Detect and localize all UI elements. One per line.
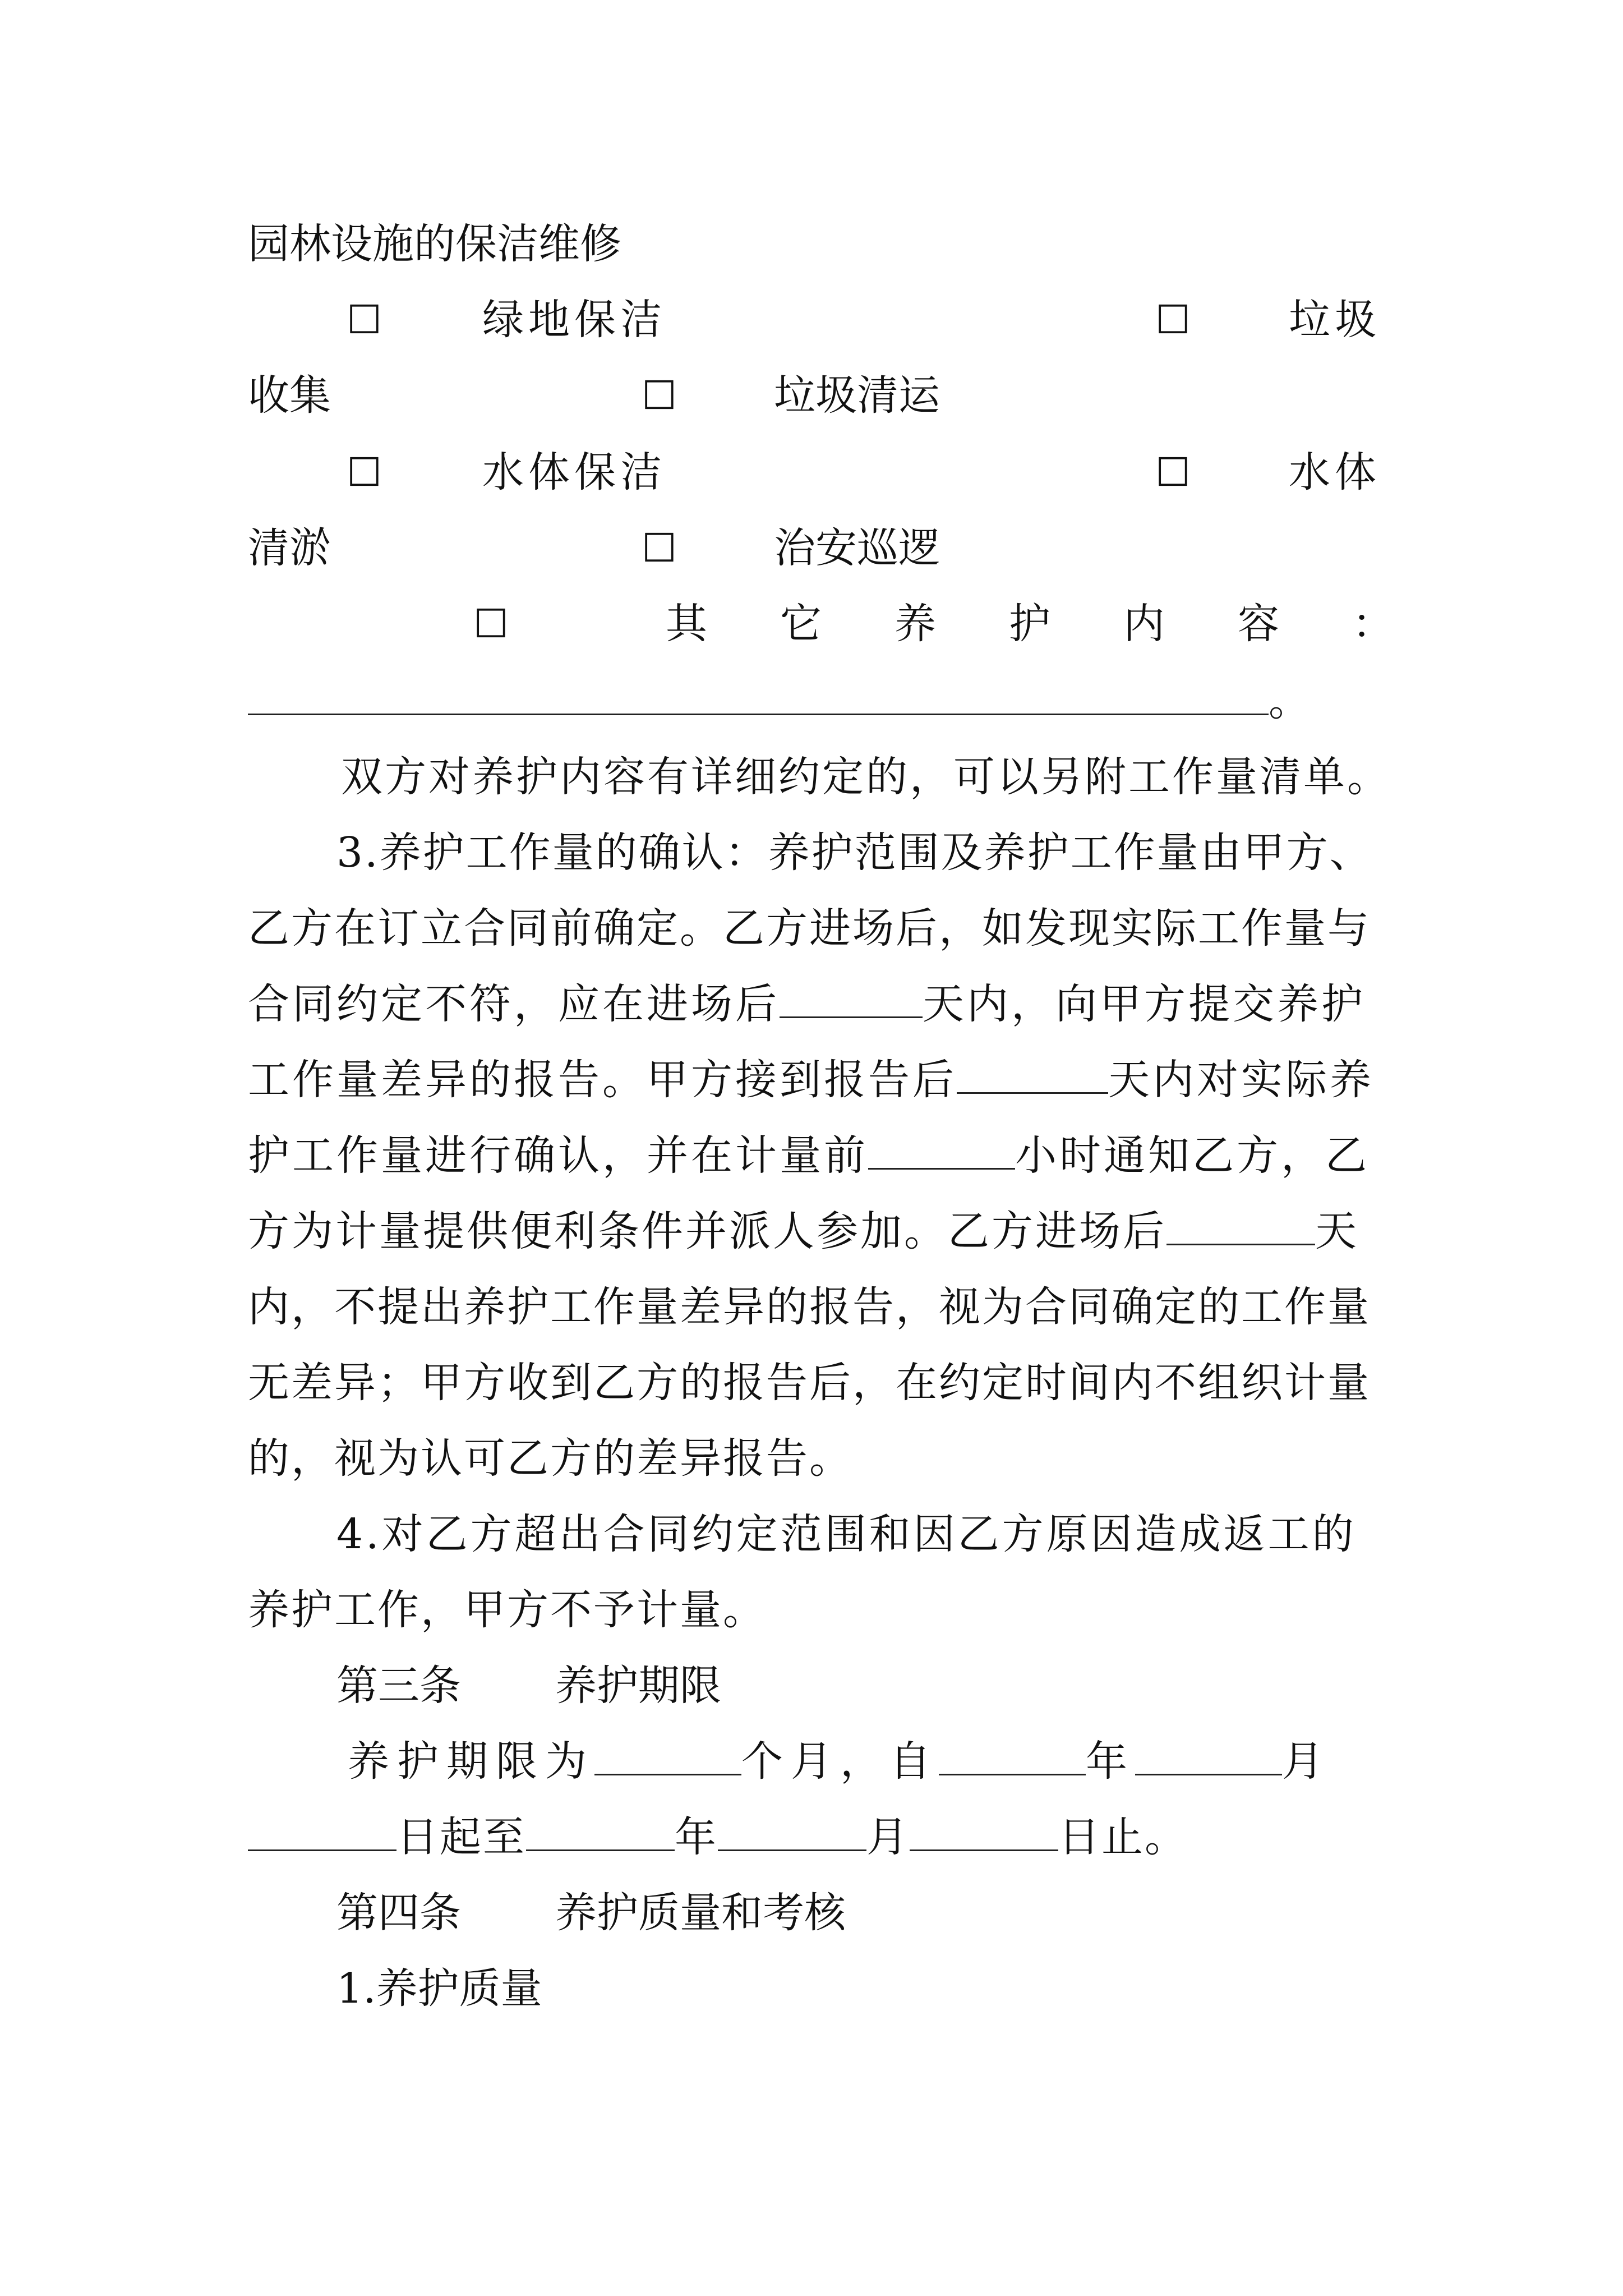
- paragraph-text: 无差异；甲方收到乙方的报告后，在约定时间内不组织计量: [248, 1359, 1371, 1407]
- text-line: [248, 1052, 1375, 1108]
- checkbox-garbage-transport[interactable]: ☐: [642, 372, 677, 418]
- checkbox-label: 水体: [1289, 448, 1381, 496]
- fill-blank-days[interactable]: [957, 1055, 1108, 1094]
- checkbox-water-cleaning[interactable]: ☐: [347, 449, 382, 495]
- checkbox-row: [248, 596, 1467, 652]
- paragraph-text: 护工作量进行确认，并在计量前: [248, 1131, 868, 1180]
- article-heading: [248, 1658, 1375, 1714]
- article-number: 第四条: [336, 1889, 461, 1937]
- fill-blank-day[interactable]: [248, 1812, 396, 1851]
- checkbox-label: 收集: [248, 371, 331, 420]
- text-line: [248, 1430, 1375, 1487]
- paragraph-text: 日起至: [396, 1813, 526, 1861]
- text-line: [248, 1279, 1375, 1335]
- text-line: [248, 1582, 1375, 1638]
- paragraph-text: 年: [1086, 1737, 1135, 1786]
- paragraph-text: 月: [1282, 1737, 1331, 1786]
- paragraph-text: 日止。: [1058, 1813, 1188, 1861]
- checkbox-label: 水体保洁: [482, 448, 666, 496]
- checkbox-label: 治安巡逻: [774, 524, 940, 572]
- paragraph-text: 养护期限为: [348, 1737, 594, 1786]
- paragraph-text: 园林设施的保洁维修: [248, 220, 621, 268]
- paragraph-text: 的，视为认可乙方的差异报告。: [248, 1434, 852, 1483]
- text-line: [248, 1355, 1375, 1411]
- blank-line: [248, 673, 1375, 729]
- period: 。: [1269, 677, 1310, 725]
- checkbox-label: 绿地保洁: [482, 296, 666, 344]
- fill-blank-month[interactable]: [1135, 1737, 1282, 1775]
- fill-blank-month[interactable]: [718, 1812, 866, 1851]
- checkbox-green-cleaning[interactable]: ☐: [347, 297, 382, 343]
- paragraph-text: 3.养护工作量的确认：养护范围及养护工作量由甲方、: [336, 829, 1373, 877]
- paragraph-text: 天内对实际养: [1108, 1056, 1374, 1104]
- paragraph-text: 合同约定不符，应在进场后: [248, 980, 780, 1028]
- paragraph-text: 天内，向甲方提交养护: [923, 980, 1366, 1028]
- fill-blank-hours[interactable]: [868, 1131, 1015, 1170]
- checkbox-security-patrol[interactable]: ☐: [642, 525, 677, 571]
- article-title: 养护质量和考核: [555, 1889, 846, 1937]
- text-line: [348, 1733, 1475, 1789]
- checkbox-row: [248, 367, 1375, 424]
- text-line: [336, 825, 1464, 881]
- article-title: 养护期限: [555, 1662, 721, 1710]
- fill-blank-months[interactable]: [594, 1737, 741, 1775]
- article-number: 第三条: [336, 1662, 461, 1710]
- checkbox-other-content[interactable]: ☐: [473, 601, 509, 647]
- paragraph-text: 月: [866, 1813, 910, 1861]
- checkbox-label: 清淤: [248, 524, 331, 572]
- paragraph-text: 工作量差异的报告。甲方接到报告后: [248, 1056, 957, 1104]
- paragraph-text: 4.对乙方超出合同约定范围和因乙方原因造成返工的: [336, 1510, 1357, 1558]
- paragraph-text: 方为计量提供便利条件并派人参加。乙方进场后: [248, 1207, 1166, 1255]
- fill-blank-year[interactable]: [939, 1737, 1086, 1775]
- checkbox-row: [248, 444, 1381, 500]
- text-line: [248, 900, 1375, 956]
- text-line: [336, 1961, 1464, 2017]
- fill-blank-year[interactable]: [526, 1812, 675, 1851]
- paragraph-text: 乙方在订立合同前确定。乙方进场后，如发现实际工作量与: [248, 904, 1371, 953]
- text-line: [248, 1128, 1375, 1184]
- checkbox-water-dredging[interactable]: ☐: [1155, 449, 1191, 495]
- checkbox-label: 其它养护内容：: [666, 600, 1467, 648]
- checkbox-row: [248, 520, 1375, 576]
- fill-blank-days[interactable]: [780, 979, 923, 1018]
- text-line: [248, 976, 1375, 1032]
- checkbox-row: [248, 292, 1381, 348]
- text-line: [248, 216, 1375, 272]
- fill-blank-days[interactable]: [1166, 1207, 1315, 1245]
- paragraph-text: 天: [1315, 1207, 1359, 1255]
- text-line: [341, 749, 1468, 805]
- checkbox-label: 垃圾清运: [774, 371, 940, 420]
- paragraph-text: 小时通知乙方，乙: [1015, 1131, 1370, 1180]
- fill-blank[interactable]: [248, 677, 1269, 715]
- article-heading: [248, 1885, 1375, 1941]
- checkbox-garbage-collection[interactable]: ☐: [1155, 297, 1191, 343]
- paragraph-text: 养护工作，甲方不予计量。: [248, 1586, 766, 1634]
- paragraph-text: 双方对养护内容有详细约定的，可以另附工作量清单。: [341, 753, 1391, 801]
- text-line: [248, 1203, 1375, 1259]
- fill-blank-day[interactable]: [910, 1812, 1058, 1851]
- paragraph-text: 个月，自: [741, 1737, 939, 1786]
- text-line: [336, 1506, 1464, 1562]
- text-line: [248, 1809, 1375, 1865]
- checkbox-label: 垃圾: [1289, 296, 1381, 344]
- paragraph-text: 内，不提出养护工作量差异的报告，视为合同确定的工作量: [248, 1283, 1371, 1331]
- paragraph-text: 1.养护质量: [336, 1964, 542, 2013]
- paragraph-text: 年: [675, 1813, 718, 1861]
